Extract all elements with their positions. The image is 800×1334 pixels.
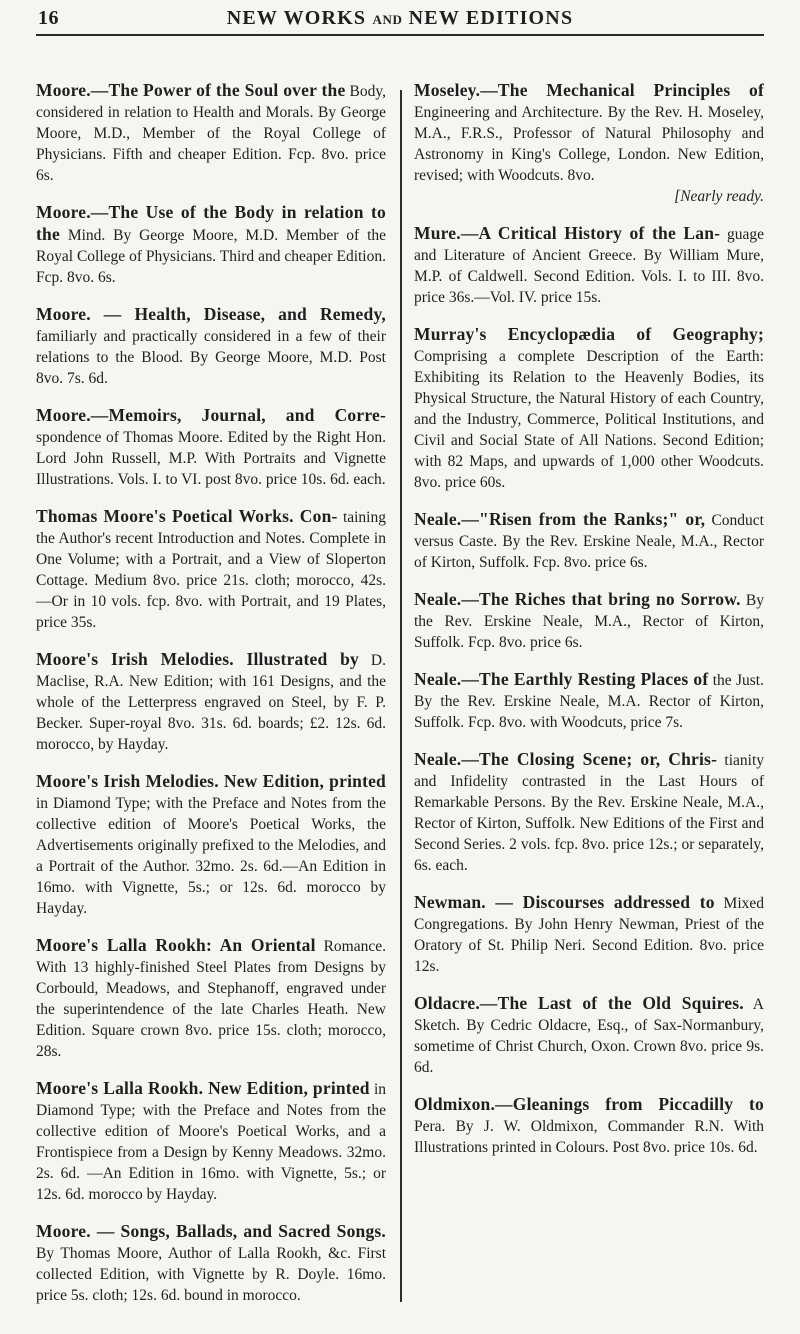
catalogue-entry [414, 993, 764, 1078]
entry-description: tianity and Infidelity contrasted in the Last Hours of Remarkable Persons. By the Rev. Erskine Neale, M.A., Rector of Kirton, Suffolk. New Editions of the First and Second Series. 2 vols. fcp. 8vo. price 12s.; or separately, 6s. each. [414, 752, 764, 874]
entry-description: A Sketch. By Cedric Oldacre, Esq., of Sax-Normanbury, sometime of Christ Church, Oxon. Crown 8vo. price 9s. 6d. [414, 996, 764, 1076]
entry-heading: Moore's Irish Melodies. Illustrated by [36, 649, 359, 669]
entry-description: Comprising a complete Description of the Earth: Exhibiting its Relation to the Heavenly Bodies, its Physical Structure, the Natural History of each Country, and the Industry, Commerce, Political Institutions, and Civil and Social State of All Nations. Second Edition; with 82 Maps, and upwards of 1,000 other Woodcuts. 8vo. price 60s. [414, 348, 764, 491]
page-number: 16 [38, 7, 59, 29]
catalogue-entry [414, 749, 764, 876]
entry-availability-note: [Nearly ready. [674, 188, 764, 205]
catalogue-entry [36, 304, 386, 389]
entry-heading: Neale.—"Risen from the Ranks;" or, [414, 509, 706, 529]
entry-heading: Mure.—A Critical History of the Lan- [414, 223, 721, 243]
catalogue-entry [36, 506, 386, 633]
running-head-part2: NEW EDITIONS [408, 7, 574, 29]
entry-description: By the Rev. Erskine Neale, M.A., Rector of Kirton, Suffolk. Fcp. 8vo. price 6s. [414, 592, 764, 651]
entry-heading: Neale.—The Riches that bring no Sorrow. [414, 589, 741, 609]
running-head [36, 7, 764, 30]
entry-description: Body, considered in relation to Health and Morals. By George Moore, M.D., Member of the Royal College of Physicians. Fifth and cheaper Edition. Fcp. 8vo. price 6s. [36, 83, 386, 184]
entry-heading: Moore.—Memoirs, Journal, and Corre- [36, 405, 386, 425]
catalogue-entry [414, 1094, 764, 1158]
entry-heading: Moore.—The Power of the Soul over the [36, 80, 346, 100]
entry-heading: Oldmixon.—Gleanings from Piccadilly to [414, 1094, 764, 1114]
header-rule [36, 34, 764, 36]
page-header [36, 0, 764, 38]
entry-heading: Moore's Lalla Rookh: An Oriental [36, 935, 316, 955]
column-divider [400, 90, 402, 1302]
catalogue-entry [414, 892, 764, 977]
left-column [36, 80, 386, 1322]
entry-description: spondence of Thomas Moore. Edited by the Right Hon. Lord John Russell, M.P. With Portraits and Vignette Illustrations. Vols. I. to VI. post 8vo. price 10s. 6d. each. [36, 429, 386, 488]
entry-heading: Neale.—The Earthly Resting Places of [414, 669, 709, 689]
entry-description: Pera. By J. W. Oldmixon, Commander R.N. With Illustrations printed in Colours. Post 8vo. price 10s. 6d. [414, 1118, 764, 1156]
entry-heading: Newman. — Discourses addressed to [414, 892, 715, 912]
catalogue-entry [414, 80, 764, 207]
catalogue-entry [36, 80, 386, 186]
entry-description: familiarly and practically considered in a few of their relations to the Blood. By George Moore, M.D. Post 8vo. 7s. 6d. [36, 328, 386, 387]
entry-description: Mixed Congregations. By John Henry Newman, Priest of the Oratory of St. Philip Neri. Second Edition. 8vo. price 12s. [414, 895, 764, 975]
entry-heading: Thomas Moore's Poetical Works. Con- [36, 506, 338, 526]
catalogue-entry [36, 1221, 386, 1306]
running-head-and: AND [372, 12, 403, 27]
entry-description: D. Maclise, R.A. New Edition; with 161 Designs, and the whole of the Letterpress engraved on Steel, by F. P. Becker. Super-royal 8vo. 31s. 6d. boards; £2. 12s. 6d. morocco, by Hayday. [36, 652, 386, 753]
catalogue-entry [414, 223, 764, 308]
catalogue-entry [36, 649, 386, 755]
right-column [414, 80, 764, 1174]
catalogue-entry [414, 589, 764, 653]
entry-description: Engineering and Architecture. By the Rev. H. Moseley, M.A., F.R.S., Professor of Natural Philosophy and Astronomy in King's College, London. New Edition, revised; with Woodcuts. 8vo. [414, 104, 764, 184]
entry-description: Conduct versus Caste. By the Rev. Erskine Neale, M.A., Rector of Kirton, Suffolk. Fcp. 8vo. price 6s. [414, 512, 764, 571]
entry-heading: Oldacre.—The Last of the Old Squires. [414, 993, 744, 1013]
catalogue-entry [414, 669, 764, 733]
entry-description: in Diamond Type; with the Preface and Notes from the collective edition of Moore's Poetical Works, and a Frontispiece from a Design by Kenny Meadows. 32mo. 2s. 6d. —An Edition in 16mo. with Vignette, 5s.; or 12s. 6d. morocco by Hayday. [36, 1081, 387, 1203]
catalogue-entry [36, 1078, 386, 1205]
entry-description: the Just. By the Rev. Erskine Neale, M.A. Rector of Kirton, Suffolk. Fcp. 8vo. with Woodcuts, price 7s. [414, 672, 764, 731]
entry-heading: Moore.—The Use of the Body in relation to the [36, 202, 386, 244]
catalogue-entry [36, 771, 386, 919]
entry-heading: Neale.—The Closing Scene; or, Chris- [414, 749, 718, 769]
entry-heading: Moore's Lalla Rookh. New Edition, printed [36, 1078, 370, 1098]
entry-description: taining the Author's recent Introduction and Notes. Complete in One Volume; with a Portrait, and a View of Sloperton Cottage. Medium 8vo. price 21s. cloth; morocco, 42s. —Or in 10 vols. fcp. 8vo. with Portrait, and 19 Plates, price 35s. [36, 509, 386, 631]
running-head-part1: NEW WORKS [226, 7, 367, 29]
catalogue-entry [414, 324, 764, 493]
entry-description: guage and Literature of Ancient Greece. By William Mure, M.P. of Caldwell. Second Edition. Vols. I. to III. 8vo. price 36s.—Vol. IV. price 15s. [414, 226, 764, 306]
entry-heading: Murray's Encyclopædia of Geography; [414, 324, 764, 344]
entry-description: in Diamond Type; with the Preface and Notes from the collective edition of Moore's Poetical Works, the Advertisements originally prefixed to the Melodies, and a Portrait of the Author. 32mo. 2s. 6d.—An Edition in 16mo. with Vignette, 5s.; or 12s. 6d. morocco by Hayday. [36, 795, 386, 917]
entry-description: Romance. With 13 highly-finished Steel Plates from Designs by Corbould, Meadows, and Stephanoff, engraved under the superintendence of the late Charles Heath. New Edition. Square crown 8vo. price 15s. cloth; morocco, 28s. [36, 938, 386, 1060]
catalogue-entry [414, 509, 764, 573]
entry-heading: Moore. — Songs, Ballads, and Sacred Songs. [36, 1221, 386, 1241]
catalogue-entry [36, 405, 386, 490]
entry-heading: Moore's Irish Melodies. New Edition, printed [36, 771, 386, 791]
entry-heading: Moore. — Health, Disease, and Remedy, [36, 304, 386, 324]
catalogue-entry [36, 202, 386, 288]
entry-heading: Moseley.—The Mechanical Principles of [414, 80, 764, 100]
entry-description: By Thomas Moore, Author of Lalla Rookh, &c. First collected Edition, with Vignette by R. Doyle. 16mo. price 5s. cloth; 12s. 6d. bound in morocco. [36, 1245, 386, 1304]
entry-description: Mind. By George Moore, M.D. Member of the Royal College of Physicians. Third and cheaper Edition. Fcp. 8vo. 6s. [36, 227, 387, 286]
catalogue-entry [36, 935, 386, 1062]
